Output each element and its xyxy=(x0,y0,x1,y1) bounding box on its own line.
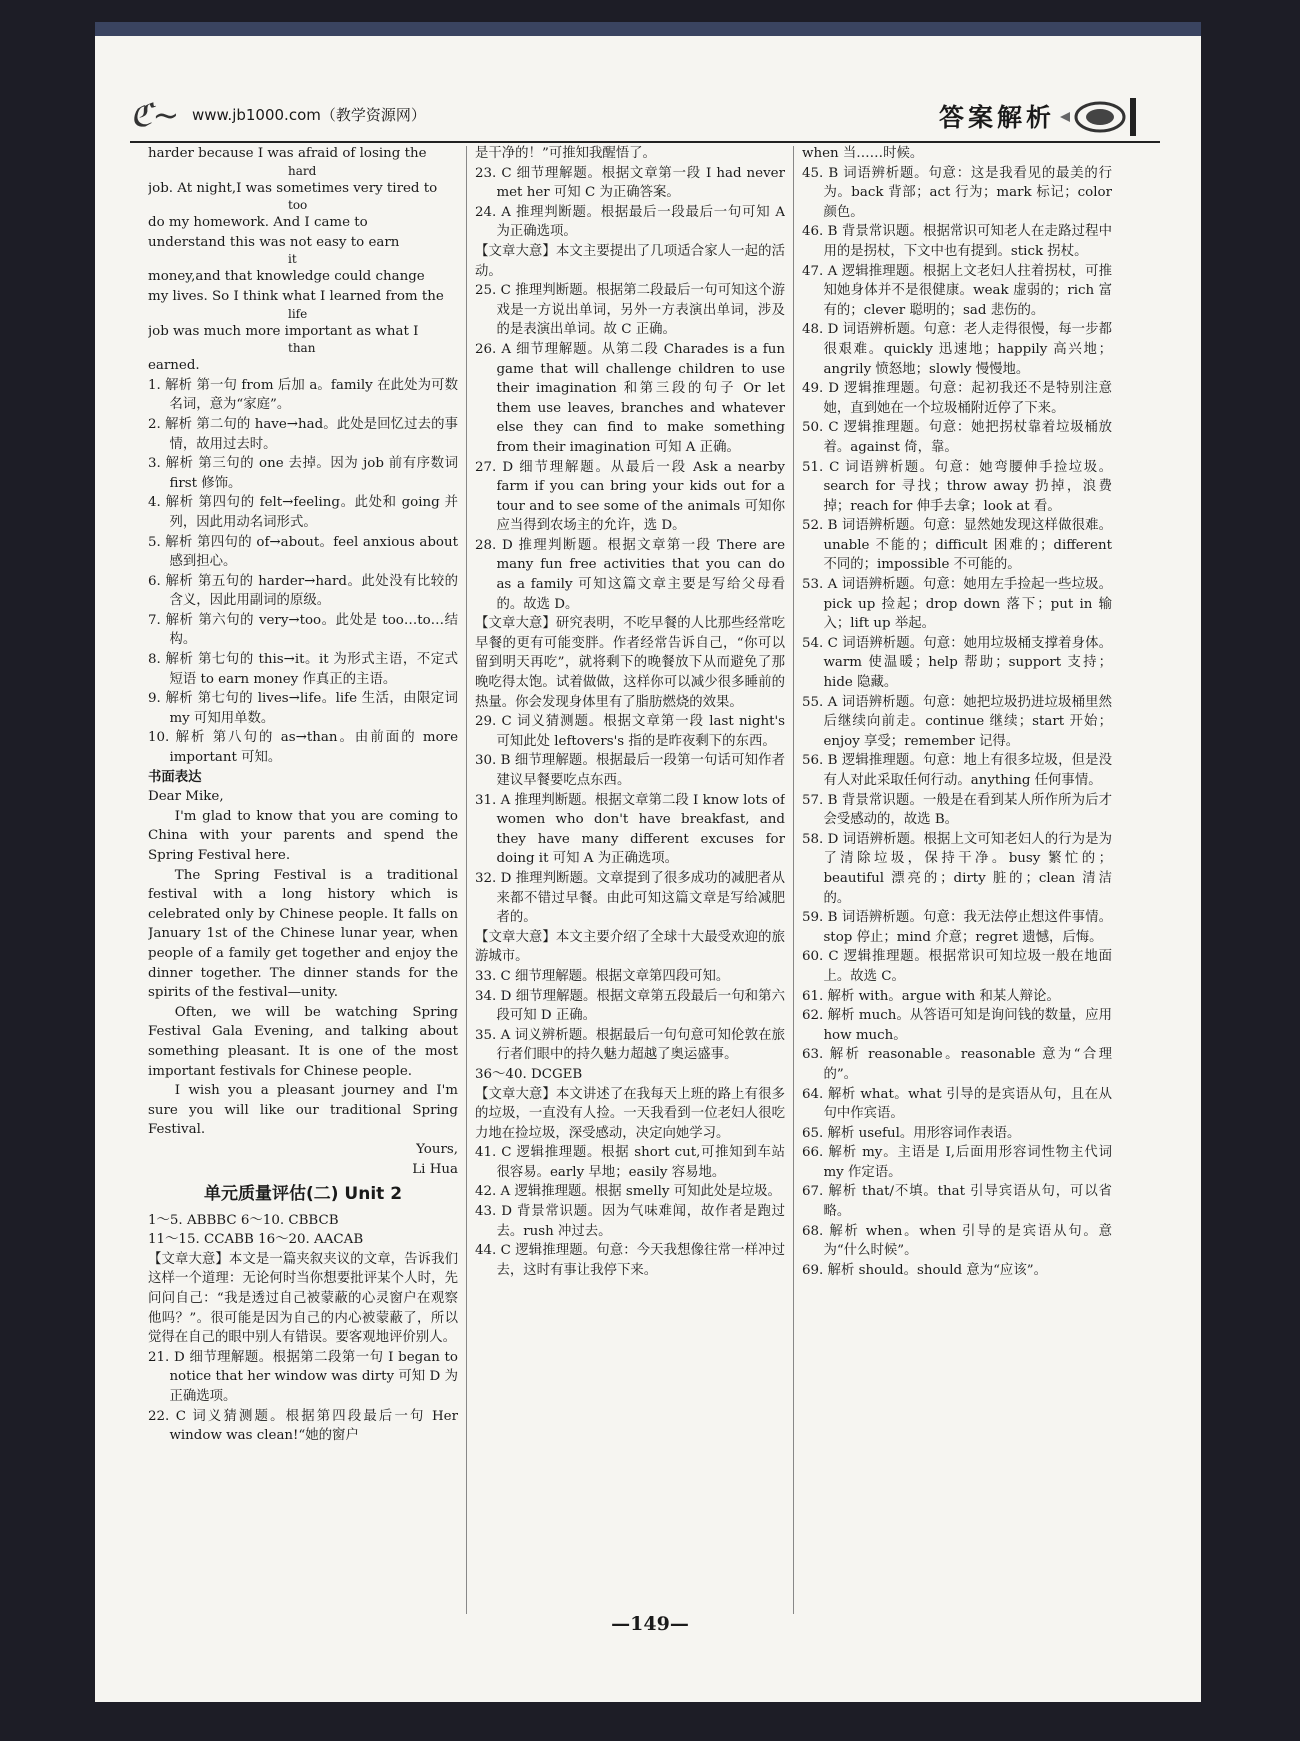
answer-item: 60. C 逻辑推理题。根据常识可知垃圾一般在地面上。故选 C。 xyxy=(802,949,1112,984)
answer-item: 33. C 细节理解题。根据文章第四段可知。 xyxy=(475,968,730,984)
text-line: harder because I was afraid of losing the xyxy=(148,146,427,161)
text-line: when 当……时候。 xyxy=(802,146,924,161)
letter-paragraph: I'm glad to know that you are coming to China with your parents and spend the Spring Festival here. xyxy=(148,808,458,863)
answer-item: 65. 解析 useful。用形容词作表语。 xyxy=(802,1125,1021,1141)
answer-item: 47. A 逻辑推理题。根据上文老妇人拄着拐杖，可推知她身体并不是很健康。weak 虚弱的；rich 富有的；clever 聪明的；sad 悲伤的。 xyxy=(802,263,1112,318)
answer-item: 9. 解析 第七句的 lives→life。life 生活，由限定词 my 可知用单数。 xyxy=(148,691,458,726)
answer-item: 63. 解析 reasonable。reasonable 意为“合理的”。 xyxy=(802,1047,1112,1082)
answer-item: 62. 解析 much。从答语可知是询问钱的数量，应用 how much。 xyxy=(802,1008,1112,1043)
answer-item: 29. C 词义猜测题。根据文章第一段 last night's 可知此处 leftovers's 指的是昨夜剩下的东西。 xyxy=(475,714,785,749)
text-line: money,and that knowledge could change xyxy=(148,269,425,285)
answer-item: 34. D 细节理解题。根据文章第五段最后一句和第六段可知 D 正确。 xyxy=(475,988,785,1024)
answer-item: 66. 解析 my。主语是 I,后面用形容词性物主代词 my 作定语。 xyxy=(802,1145,1112,1180)
section-label: 书面表达 xyxy=(148,768,202,785)
letter-paragraph: I wish you a pleasant journey and I'm sure you will like our traditional Spring Festival. xyxy=(148,1083,458,1138)
text-line: job was much more important as what I xyxy=(148,323,419,339)
passage-summary: 【文章大意】本文讲述了在我每天上班的路上有很多的垃圾，一直没有人捡。一天我看到一位老妇人很吃力地在捡垃圾，深受感动，决定向她学习。 xyxy=(475,1086,785,1141)
answer-item: 22. C 词义猜测题。根据第四段最后一句 Her window was clean!“她的窗户 xyxy=(148,1408,458,1444)
answer-item: 68. 解析 when。when 引导的是宾语从句。意为“什么时候”。 xyxy=(802,1223,1112,1259)
answer-item: 64. 解析 what。what 引导的是宾语从句，且在从句中作宾语。 xyxy=(802,1086,1112,1122)
answer-item: 5. 解析 第四句的 of→about。feel anxious about 感到担心。 xyxy=(148,534,458,570)
answer-item: 30. B 细节理解题。根据最后一段第一句话可知作者建议早餐要吃点东西。 xyxy=(475,753,785,788)
answer-item: 24. A 推理判断题。根据最后一段最后一句可知 A 为正确选项。 xyxy=(475,204,785,240)
letter-paragraph: Often, we will be watching Spring Festival Gala Evening, and talking about something pleasant. It is one of the most important festivals for Chinese people. xyxy=(148,1004,458,1079)
passage-summary: 【文章大意】本文主要提出了几项适合家人一起的活动。 xyxy=(475,243,785,279)
answer-item: 27. D 细节理解题。从最后一段 Ask a nearby farm if you can bring your kids out for a tour and to see some of the animals 可知你应当得到农场主的允许，选 D。 xyxy=(475,459,785,534)
correction-word: than xyxy=(288,341,316,356)
correction-word: too xyxy=(288,198,308,213)
answer-item: 1～5. ABBBC 6～10. CBBCB xyxy=(148,1212,339,1228)
answer-item: 25. C 推理判断题。根据第二段最后一句可知这个游戏是一方说出单词，另外一方表演出单词，涉及的是表演出单词。故 C 正确。 xyxy=(475,283,785,338)
answer-item: 32. D 推理判断题。文章提到了很多成功的减肥者从来都不错过早餐。由此可知这篇文章是写给减肥者的。 xyxy=(475,870,785,926)
answer-item: 43. D 背景常识题。因为气味难闻，故作者是跑过去。rush 冲过去。 xyxy=(475,1204,785,1239)
correction-word: life xyxy=(288,306,308,321)
page-header xyxy=(130,96,1160,142)
answer-item: 54. C 词语辨析题。句意：她用垃圾桶支撑着身体。warm 使温暖；help 帮助；support 支持；hide 隐藏。 xyxy=(802,635,1112,691)
answer-item: 57. B 背景常识题。一般是在看到某人所作所为后才会受感动的，故选 B。 xyxy=(802,792,1112,828)
answer-item: 50. C 逻辑推理题。句意：她把拐杖靠着垃圾桶放着。against 倚，靠。 xyxy=(802,420,1112,455)
column-divider xyxy=(793,146,794,1614)
passage-summary: 【文章大意】研究表明，不吃早餐的人比那些经常吃早餐的更有可能变胖。作者经常告诉自己，“你可以留到明天再吃”，就将剩下的晚餐放下从而避免了那晚吃得太饱。试着做做，这样你可以减少很多睡前的热量。你会发现身体里有了脂肪燃烧的效果。 xyxy=(475,616,785,710)
answer-item: 48. D 词语辨析题。句意：老人走得很慢，每一步都很艰难。quickly 迅速地；happily 高兴地；angrily 愤怒地；slowly 慢慢地。 xyxy=(802,322,1112,377)
answer-item: 1. 解析 第一句 from 后加 a。family 在此处为可数名词，意为“家庭”。 xyxy=(148,377,458,413)
answer-item: 23. C 细节理解题。根据文章第一段 I had never met her 可知 C 为正确答案。 xyxy=(475,165,785,201)
answer-item: 41. C 逻辑推理题。根据 short cut,可推知到车站很容易。early 早地；easily 容易地。 xyxy=(475,1145,785,1180)
letter-paragraph: The Spring Festival is a traditional festival with a long history which is celebrated only by Chinese people. It falls on January 1st of the Chinese lunar year, when people of a family get together and enjoy the dinner together. The dinner stands for the spirits of the festival—unity. xyxy=(148,867,458,1001)
answer-item: 31. A 推理判断题。根据文章第二段 I know lots of women who don't have breakfast, and they have many different excuses for doing it 可知 A 为正确选项。 xyxy=(475,792,785,867)
column-left xyxy=(148,144,458,1614)
correction-word: hard xyxy=(288,163,317,178)
header-title: 答案解析 xyxy=(938,103,1055,132)
book-emblem-icon xyxy=(1060,96,1140,138)
text-line: earned. xyxy=(148,358,200,374)
publisher-logo-icon: ℭ~ xyxy=(130,96,180,134)
answer-item: 35. A 词义辨析题。根据最后一句句意可知伦敦在旅行者们眼中的持久魅力超越了奥运盛事。 xyxy=(475,1027,785,1063)
answer-item: 61. 解析 with。argue with 和某人辩论。 xyxy=(802,988,1060,1004)
answer-item: 45. B 词语辨析题。句意：这是我看见的最美的行为。back 背部；act 行为；mark 标记；color 颜色。 xyxy=(802,165,1112,220)
answer-item: 10. 解析 第八句的 as→than。由前面的 more important 可知。 xyxy=(148,730,458,766)
column-middle xyxy=(475,144,785,1614)
column-divider xyxy=(466,146,467,1614)
answer-item: 44. C 逻辑推理题。句意：今天我想像往常一样冲过去，这时有事让我停下来。 xyxy=(475,1243,785,1278)
answer-item: 58. D 词语辨析题。根据上文可知老妇人的行为是为了清除垃圾，保持干净。busy 繁忙的；beautiful 漂亮的；dirty 脏的；clean 清洁的。 xyxy=(802,831,1112,906)
answer-item: 46. B 背景常识题。根据常识可知老人在走路过程中用的是拐杖，下文中也有提到。stick 拐杖。 xyxy=(802,224,1112,259)
page-number: —149— xyxy=(611,1613,689,1635)
letter-signoff: Li Hua xyxy=(412,1161,458,1177)
text-line: job. At night,I was sometimes very tired to xyxy=(148,180,438,196)
text-line: do my homework. And I came to xyxy=(148,215,368,231)
answer-item: 49. D 逻辑推理题。句意：起初我还不是特别注意她，直到她在一个垃圾桶附近停了下来。 xyxy=(802,381,1112,416)
answer-item: 69. 解析 should。should 意为“应该”。 xyxy=(802,1262,1047,1278)
passage-summary: 【文章大意】本文是一篇夹叙夹议的文章，告诉我们这样一个道理：无论何时当你想要批评某个人时，先问问自己：“我是透过自己被蒙蔽的心灵窗户在观察他吗？”。很可能是因为自己的内心被蒙蔽了，所以觉得在自己的眼中别人有错误。要客观地评价别人。 xyxy=(148,1251,458,1346)
answer-item: 2. 解析 第二句的 have→had。此处是回忆过去的事情，故用过去时。 xyxy=(148,416,458,452)
answer-item: 26. A 细节理解题。从第二段 Charades is a fun game that will challenge children to use their imagination 和第三段的句子 Or let them use leaves, branches and whatever else they can find to make something from their imagination 可知 A 正确。 xyxy=(475,341,785,455)
answer-item: 7. 解析 第六句的 very→too。此处是 too…to…结构。 xyxy=(148,612,458,648)
answer-item: 42. A 逻辑推理题。根据 smelly 可知此处是垃圾。 xyxy=(475,1184,781,1200)
text-line: 是干净的！”可推知我醒悟了。 xyxy=(475,146,656,161)
answer-item: 36～40. DCGEB xyxy=(475,1066,583,1082)
correction-word: it xyxy=(288,252,297,267)
answer-item: 59. B 词语辨析题。句意：我无法停止想这件事情。stop 停止；mind 介意；regret 遗憾，后悔。 xyxy=(802,910,1112,945)
letter-signoff: Yours, xyxy=(416,1141,458,1157)
answer-item: 3. 解析 第三句的 one 去掉。因为 job 前有序数词 first 修饰。 xyxy=(148,456,458,491)
answer-item: 21. D 细节理解题。根据第二段第一句 I began to notice that her window was dirty 可知 D 为正确选项。 xyxy=(148,1349,458,1405)
answer-item: 52. B 词语辨析题。句意：显然她发现这样做很难。unable 不能的；difficult 困难的；different 不同的；impossible 不可能的。 xyxy=(802,518,1112,573)
header-rule xyxy=(130,141,1160,143)
answer-item: 4. 解析 第四句的 felt→feeling。此处和 going 并列，因此用动名词形式。 xyxy=(148,495,458,530)
text-line: Dear Mike, xyxy=(148,789,224,805)
answer-item: 56. B 逻辑推理题。句意：地上有很多垃圾，但是没有人对此采取任何行动。anything 任何事情。 xyxy=(802,753,1112,788)
header-site: www.jb1000.com（教学资源网） xyxy=(192,106,426,124)
answer-item: 28. D 推理判断题。根据文章第一段 There are many fun free activities that you can do as a family 可知这篇文章主要是写给父母看的。故选 D。 xyxy=(475,537,785,612)
answer-item: 8. 解析 第七句的 this→it。it 为形式主语，不定式短语 to earn money 作真正的主语。 xyxy=(148,652,458,687)
text-line: my lives. So I think what I learned from the xyxy=(148,288,444,304)
answer-item: 51. C 词语辨析题。句意：她弯腰伸手捡垃圾。search for 寻找；throw away 扔掉，浪费掉；reach for 伸手去拿；look at 看。 xyxy=(802,459,1112,514)
answer-item: 6. 解析 第五句的 harder→hard。此处没有比较的含义，因此用副词的原级。 xyxy=(148,573,458,609)
section-title: 单元质量评估(二) Unit 2 xyxy=(203,1184,403,1205)
text-line: understand this was not easy to earn xyxy=(148,234,400,250)
answer-item: 11～15. CCABB 16～20. AACAB xyxy=(148,1232,364,1248)
answer-item: 53. A 词语辨析题。句意：她用左手捡起一些垃圾。pick up 捡起；drop down 落下；put in 输入；lift up 举起。 xyxy=(802,577,1112,632)
passage-summary: 【文章大意】本文主要介绍了全球十大最受欢迎的旅游城市。 xyxy=(475,929,785,965)
column-right xyxy=(802,144,1112,1614)
answer-item: 55. A 词语辨析题。句意：她把垃圾扔进垃圾桶里然后继续向前走。continue 继续；start 开始；enjoy 享受；remember 记得。 xyxy=(802,694,1112,749)
answer-item: 67. 解析 that/不填。that 引导宾语从句，可以省略。 xyxy=(802,1184,1112,1220)
